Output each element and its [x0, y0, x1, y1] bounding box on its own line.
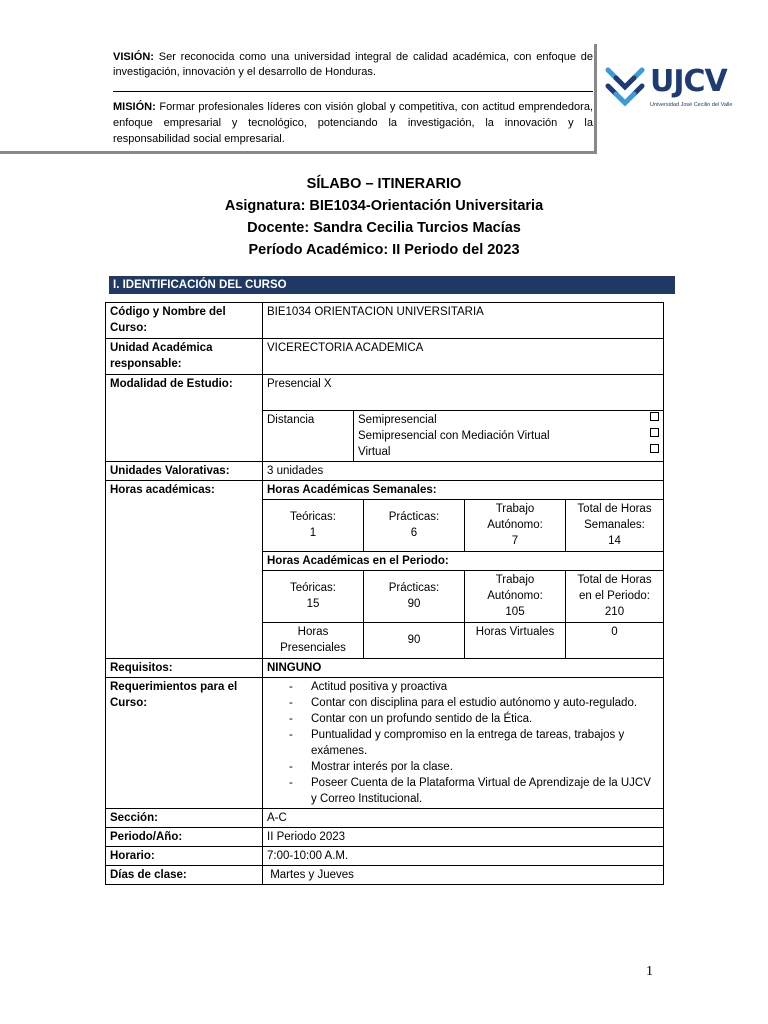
title-silabo: SÍLABO – ITINERARIO: [306, 176, 462, 192]
title-docente: Docente: Sandra Cecilia Turcios Macías: [247, 220, 521, 236]
mision-paragraph: [113, 99, 593, 147]
weekly-title: Horas Académicas Semanales:: [263, 481, 663, 500]
header-divider: [0, 151, 596, 154]
code-value: BIE1034 ORIENTACION UNIVERSITARIA: [263, 303, 664, 339]
period-practicas: Prácticas: 90: [364, 570, 465, 622]
period-year-label: Periodo/Año:: [106, 828, 263, 847]
document-titles: [0, 173, 768, 261]
reqm-cell: [263, 678, 664, 809]
section-label: Sección:: [106, 809, 263, 828]
vision-text: Ser reconocida como una universidad integral de calidad académica, con enfoque de investigación, innovación y el desarrollo de Honduras.: [113, 51, 593, 78]
uv-value: 3 unidades: [263, 461, 664, 480]
table-row: [106, 659, 664, 678]
divider: [113, 91, 593, 92]
weekly-total: Total de Horas Semanales: 14: [566, 499, 664, 551]
hours-table: [263, 481, 663, 659]
list-item: Virtual: [358, 444, 659, 460]
table-row: [106, 847, 664, 866]
ujcv-mark-icon: [602, 62, 648, 108]
uv-label: Unidades Valorativas:: [106, 461, 263, 480]
code-label: Código y Nombre del Curso:: [106, 303, 263, 339]
title-asignatura: Asignatura: BIE1034-Orientación Universitaria: [224, 198, 544, 214]
checkbox-icon[interactable]: [650, 412, 659, 421]
mode-cell: [263, 375, 664, 462]
list-item: - Contar con un profundo sentido de la Ética.: [267, 711, 659, 727]
reqm-label: Requerimientos para el Curso:: [106, 678, 263, 809]
header-vertical-divider: [594, 44, 597, 154]
virtuales-label: Horas Virtuales: [465, 622, 566, 658]
weekly-practicas: Prácticas: 6: [364, 499, 465, 551]
table-row: [106, 461, 664, 480]
checkbox-icon[interactable]: [650, 444, 659, 453]
vision-label: VISIÓN:: [113, 51, 154, 63]
schedule-value: 7:00-10:00 A.M.: [263, 847, 664, 866]
days-value: Martes y Jueves: [263, 866, 664, 885]
period-autonomo: Trabajo Autónomo: 105: [465, 570, 566, 622]
hours-label: Horas académicas:: [106, 480, 263, 659]
virtuales-value: 0: [566, 622, 664, 658]
req-value: NINGUNO: [263, 659, 664, 678]
weekly-teoricas: Teóricas: 1: [263, 499, 364, 551]
list-item: - Contar con disciplina para el estudio autónomo y auto-regulado.: [267, 695, 659, 711]
period-year-value: II Periodo 2023: [263, 828, 664, 847]
vision-paragraph: [113, 50, 593, 80]
section-value: A-C: [263, 809, 664, 828]
list-item: Semipresencial con Mediación Virtual: [358, 428, 659, 444]
logo-wordmark: UJCV: [650, 64, 727, 99]
list-item: - Poseer Cuenta de la Plataforma Virtual de Aprendizaje de la UJCV y Correo Institucional.: [267, 775, 659, 807]
mision-text: Formar profesionales líderes con visión global y competitiva, con actitud emprendedora, enfoque empresarial y tecnológico, potenciando la investigación, la innovación y la responsabilidad social empresarial.: [113, 101, 593, 145]
period-title: Horas Académicas en el Periodo:: [263, 551, 663, 570]
weekly-autonomo: Trabajo Autónomo: 7: [465, 499, 566, 551]
table-row: [106, 828, 664, 847]
req-label: Requisitos:: [106, 659, 263, 678]
table-row: [106, 339, 664, 375]
table-row: [106, 866, 664, 885]
mode-options: [354, 410, 664, 461]
days-label: Días de clase:: [106, 866, 263, 885]
unit-value: VICERECTORIA ACADEMICA: [263, 339, 664, 375]
table-row: [106, 303, 664, 339]
table-row: [106, 480, 664, 659]
list-item: - Mostrar interés por la clase.: [267, 759, 659, 775]
logo-subtitle: Universidad José Cecilio del Valle: [650, 102, 733, 108]
period-total: Total de Horas en el Periodo: 210: [566, 570, 664, 622]
mode-label: Modalidad de Estudio:: [106, 375, 263, 462]
header-mission-vision: [106, 44, 596, 154]
mode-presencial: Presencial X: [263, 375, 663, 410]
list-item: - Actitud positiva y proactiva: [267, 679, 659, 695]
page-number: 1: [646, 964, 653, 979]
table-row: [106, 809, 664, 828]
list-item: - Puntualidad y compromiso en la entrega de tareas, trabajos y exámenes.: [267, 727, 659, 759]
schedule-label: Horario:: [106, 847, 263, 866]
list-item: Semipresencial: [358, 412, 659, 428]
title-periodo: Período Académico: II Periodo del 2023: [248, 242, 520, 258]
ujcv-logo: [602, 62, 747, 112]
mision-label: MISIÓN:: [113, 101, 156, 113]
unit-label: Unidad Académica responsable:: [106, 339, 263, 375]
requirements-list: [267, 679, 659, 807]
table-row: [106, 375, 664, 462]
checkbox-icon[interactable]: [650, 428, 659, 437]
section-header: I. IDENTIFICACIÓN DEL CURSO: [109, 276, 675, 294]
mode-table: [263, 375, 663, 461]
hours-cell: [263, 480, 664, 659]
presenciales-label: Horas Presenciales: [263, 622, 364, 658]
period-teoricas: Teóricas: 15: [263, 570, 364, 622]
mode-distancia: Distancia: [263, 410, 354, 461]
table-row: [106, 678, 664, 809]
course-identification-table: [105, 302, 664, 885]
presenciales-value: 90: [364, 622, 465, 658]
